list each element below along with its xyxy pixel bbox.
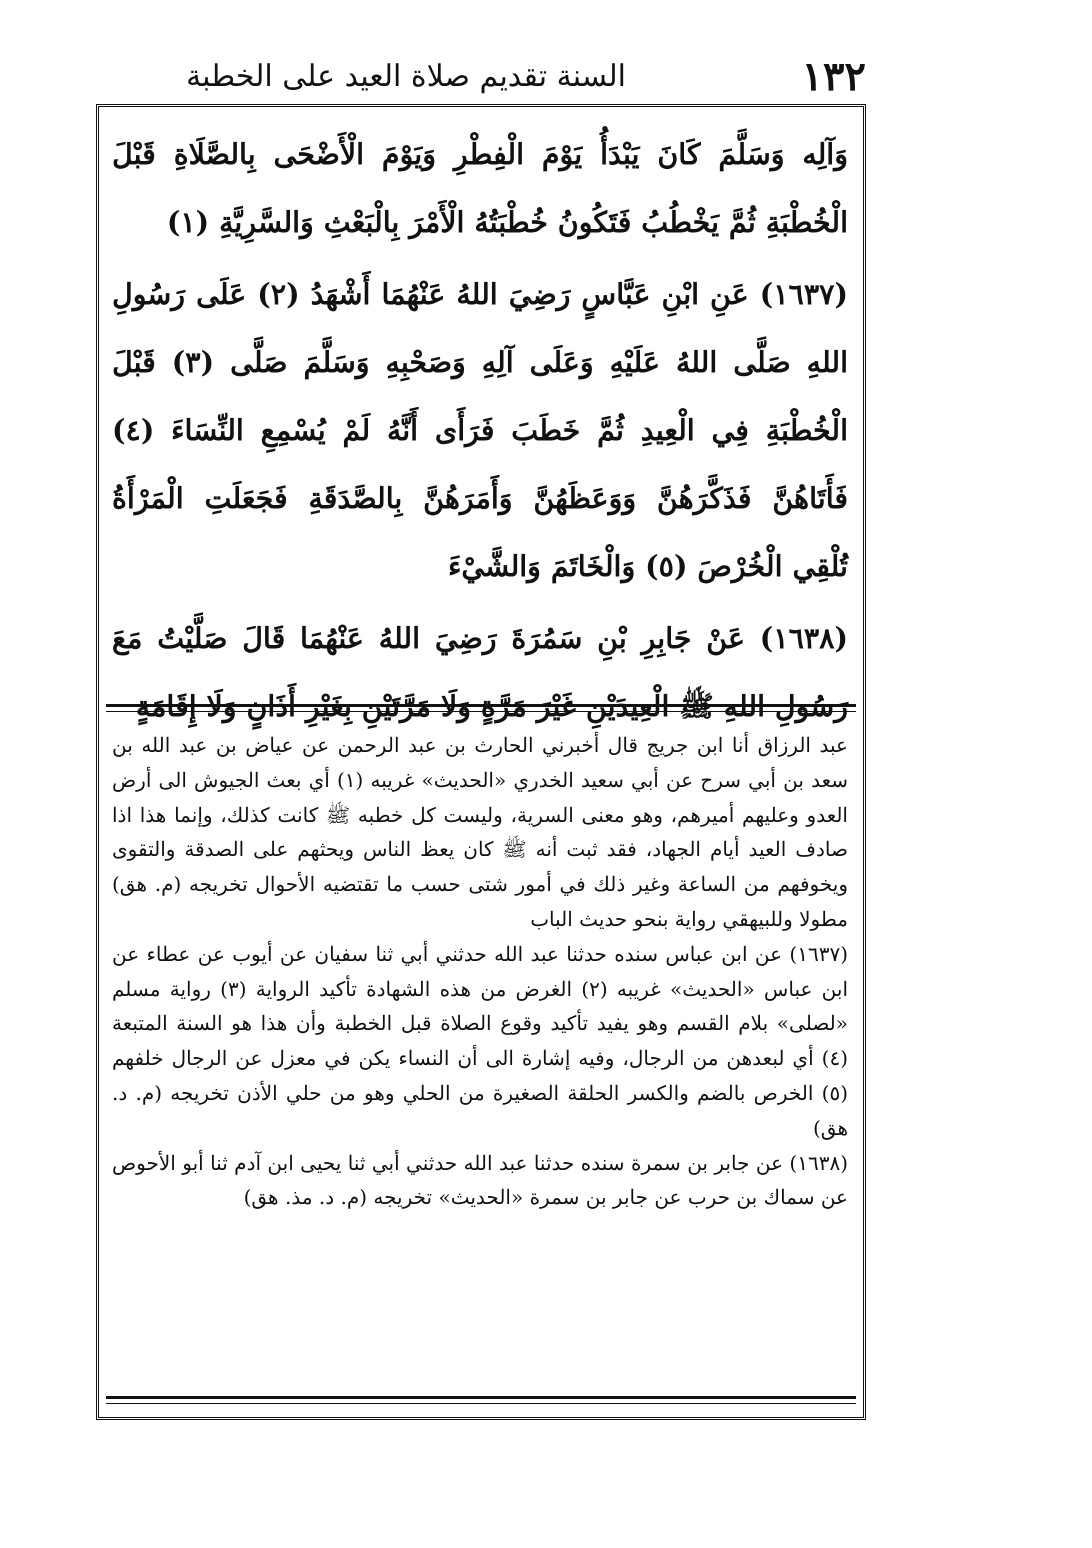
hadith-paragraph: (١٦٣٨) عَنْ جَابِرِ بْنِ سَمُرَةَ رَضِيَ اللهُ عَنْهُمَا قَالَ صَلَّيْتُ مَعَ رَسُولِ اللهِ ﷺ الْعِيدَيْنِ غَيْرَ مَرَّةٍ وَلَا مَرَّتَيْنِ بِغَيْرِ أَذَانٍ وَلَا إِقَامَةٍ	[112, 621, 848, 723]
section-divider	[106, 704, 856, 707]
page-number: ١٣٢	[801, 53, 866, 100]
bottom-divider-thin	[106, 1403, 856, 1404]
commentary-paragraph: (١٦٣٨) عن جابر بن سمرة سنده حدثنا عبد الله حدثني أبي ثنا يحيى ابن آدم ثنا أبو الأحوص عن سماك بن حرب عن جابر بن سمرة «الحديث» تخريجه (م. د. مذ. هق)	[112, 1150, 848, 1210]
bottom-divider	[106, 1396, 856, 1399]
page-header	[96, 52, 866, 102]
commentary-paragraph: عبد الرزاق أنا ابن جريج قال أخبرني الحارث بن عبد الرحمن عن عياض بن عبد الله بن سعد بن أبي سرح عن أبي سعيد الخدري «الحديث» غريبه (١) أي بعث الجيوش الى أرض العدو وعليهم أميرهم، وهو معنى السرية، وليست كل خطبه ﷺ كانت كذلك، وإنما هذا اذا صادف العيد أيام الجهاد، فقد ثبت أنه ﷺ كان يعظ الناس ويحثهم على الصدقة والتقوى ويخوفهم من الساعة وغير ذلك في أمور شتى حسب ما تقتضيه الأحوال تخريجه (م. هق) مطولا وللبيهقي رواية بنحو حديث الباب	[112, 733, 848, 931]
commentary-text	[112, 728, 848, 1388]
hadith-main-text	[112, 120, 848, 723]
commentary-paragraph: (١٦٣٧) عن ابن عباس سنده حدثنا عبد الله حدثني أبي ثنا سفيان عن أيوب عن عطاء عن ابن عباس «الحديث» غريبه (٢) الغرض من هذه الشهادة تأكيد الرواية (٣) رواية مسلم «لصلى» بلام القسم وهو يفيد تأكيد وقوع الصلاة قبل الخطبة وأن هذا هو السنة المتبعة (٤) أي لبعدهن من الرجال، وفيه إشارة الى أن النساء يكن في معزل عن الرجال خلفهم (٥) الخرص بالضم والكسر الحلقة الصغيرة من الحلي وهو من حلي الأذن تخريجه (م. د. هق)	[112, 941, 848, 1140]
hadith-paragraph: وَآلِه وَسَلَّمَ كَانَ يَبْدَأُ يَوْمَ الْفِطْرِ وَيَوْمَ الْأَضْحَى بِالصَّلَاةِ قَبْلَ الْخُطْبَةِ ثُمَّ يَخْطُبُ فَتَكُونُ خُطْبَتُهُ الْأَمْرَ بِالْبَعْثِ وَالسَّرِيَّةِ (١)	[112, 137, 848, 239]
running-title: السنة تقديم صلاة العيد على الخطبة	[186, 59, 626, 94]
section-divider-thin	[106, 711, 856, 712]
hadith-paragraph: (١٦٣٧) عَنِ ابْنِ عَبَّاسٍ رَضِيَ اللهُ عَنْهُمَا أَشْهَدُ (٢) عَلَى رَسُولِ اللهِ صَلَّى اللهُ عَلَيْهِ وَعَلَى آلِهِ وَصَحْبِهِ وَسَلَّمَ صَلَّى (٣) قَبْلَ الْخُطْبَةِ فِي الْعِيدِ ثُمَّ خَطَبَ فَرَأَى أَنَّهُ لَمْ يُسْمِعِ النِّسَاءَ (٤) فَأَتَاهُنَّ فَذَكَّرَهُنَّ وَوَعَظَهُنَّ وَأَمَرَهُنَّ بِالصَّدَقَةِ فَجَعَلَتِ الْمَرْأَةُ تُلْقِي الْخُرْصَ (٥) وَالْخَاتَمَ وَالشَّيْءَ	[112, 277, 848, 583]
